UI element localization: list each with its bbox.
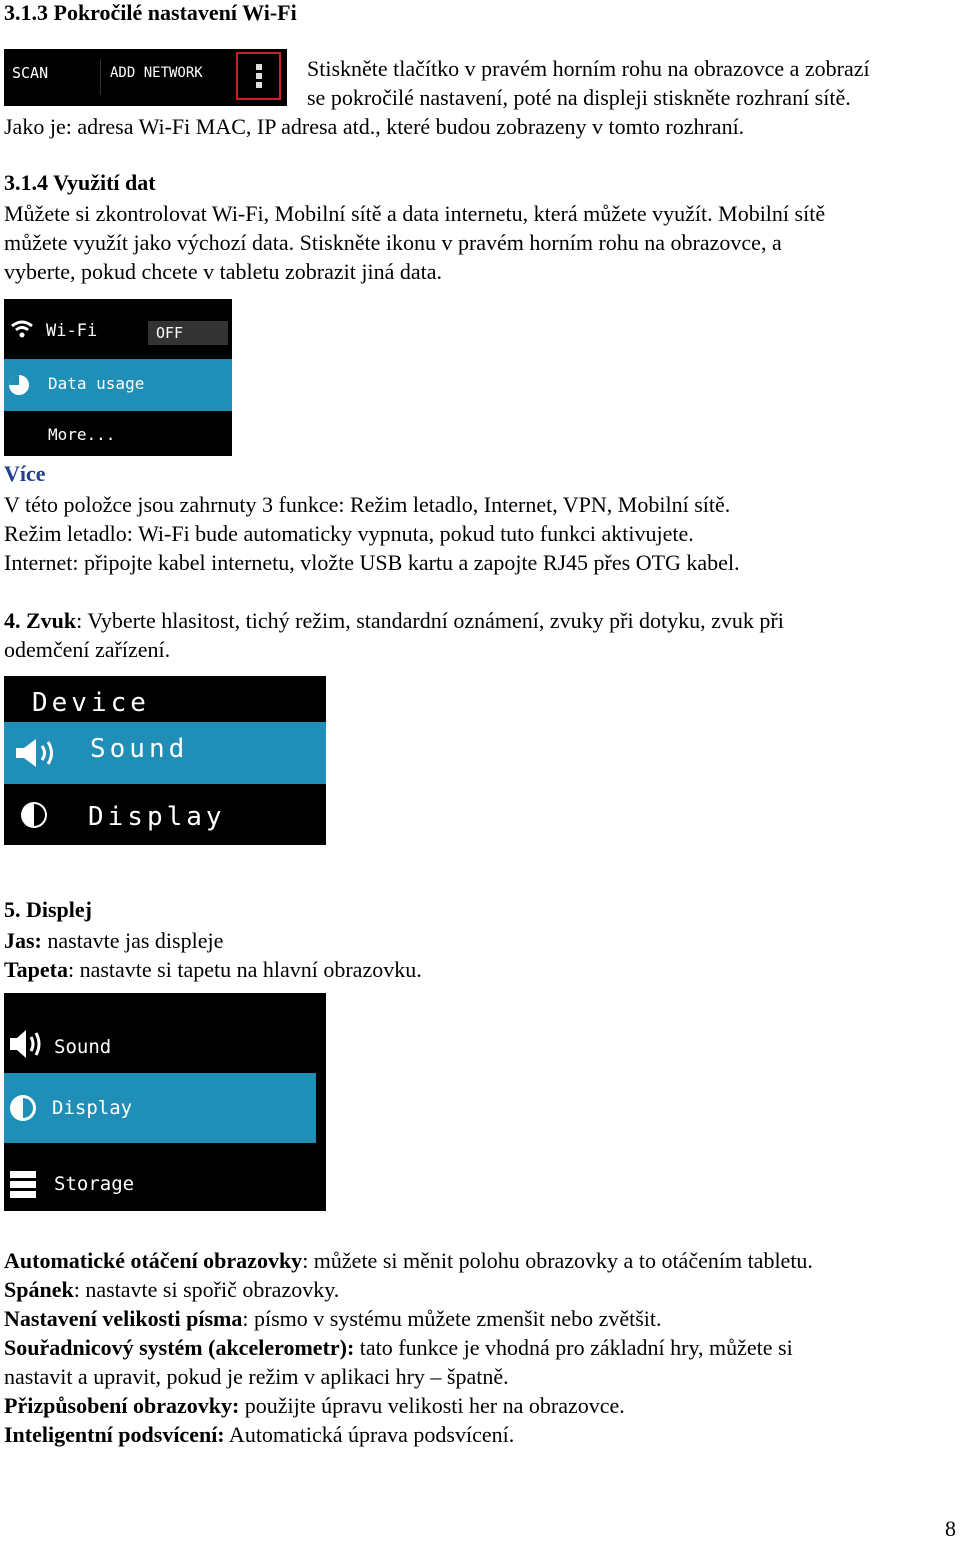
item-label: Přizpůsobení obrazovky:	[4, 1393, 240, 1418]
jas-text: nastavte jas displeje	[41, 928, 224, 953]
item-label: Automatické otáčení obrazovky	[4, 1248, 303, 1273]
tapeta-line	[4, 955, 422, 984]
heading-3-1-4: 3.1.4 Využití dat	[4, 170, 156, 195]
heading-vice: Více	[4, 461, 46, 486]
sound-label: Sound	[54, 1036, 112, 1058]
section-4-label: 4. Zvuk	[4, 608, 77, 633]
paragraph-line: Stiskněte tlačítko v pravém horním rohu na obrazovce a zobrazí	[307, 56, 870, 81]
pie-chart-icon	[8, 374, 30, 396]
item-text: : můžete si měnit polohu obrazovky a to otáčením tabletu.	[302, 1248, 813, 1273]
item-text: tato funkce je vhodná pro základní hry, můžete si	[354, 1335, 793, 1360]
item-label: Souřadnicový systém (akcelerometr):	[4, 1335, 355, 1360]
heading-3-1-3: 3.1.3 Pokročilé nastavení Wi-Fi	[4, 0, 297, 25]
sound-label: Sound	[90, 734, 189, 764]
display-item	[4, 1420, 514, 1449]
paragraph-line: V této položce jsou zahrnuty 3 funkce: Režim letadlo, Internet, VPN, Mobilní sítě.	[4, 492, 731, 517]
jas-line	[4, 926, 223, 955]
paragraph-line: se pokročilé nastavení, poté na displeji stiskněte rozhraní sítě.	[307, 85, 851, 110]
item-text: : nastavte si spořič obrazovky.	[73, 1277, 340, 1302]
display-item	[4, 1333, 793, 1362]
scan-button: SCAN	[12, 64, 49, 82]
jas-label: Jas:	[4, 928, 42, 953]
display-item	[4, 1391, 625, 1420]
item-text: Automatická úprava podsvícení.	[224, 1422, 515, 1447]
heading-5: 5. Displej	[4, 897, 92, 922]
tapeta-label: Tapeta	[4, 957, 68, 982]
paragraph-line: Režim letadlo: Wi-Fi bude automaticky vypnuta, pokud tuto funkci aktivujete.	[4, 521, 694, 546]
sound-row	[4, 993, 326, 1073]
storage-label: Storage	[54, 1173, 135, 1195]
paragraph-line: Internet: připojte kabel internetu, vložte USB kartu a zapojte RJ45 přes OTG kabel.	[4, 550, 740, 575]
speaker-icon	[8, 1027, 44, 1061]
item-label: Inteligentní podsvícení:	[4, 1422, 225, 1447]
wifi-action-bar-screenshot	[4, 49, 287, 106]
display-item	[4, 1362, 509, 1391]
brightness-icon	[14, 800, 54, 830]
page-number: 8	[945, 1516, 956, 1541]
paragraph-line: vyberte, pokud chcete v tabletu zobrazit jiná data.	[4, 259, 442, 284]
overflow-menu-icon	[236, 52, 281, 100]
display-label: Display	[88, 802, 226, 832]
storage-row	[4, 1143, 326, 1211]
paragraph-line: odemčení zařízení.	[4, 637, 171, 662]
paragraph-line: Můžete si zkontrolovat Wi-Fi, Mobilní sítě a data internetu, která můžete využít. Mobilní sítě	[4, 201, 826, 226]
display-label: Display	[52, 1097, 133, 1119]
more-label: More...	[48, 425, 116, 444]
wifi-icon	[10, 319, 34, 339]
paragraph-line: Jako je: adresa Wi-Fi MAC, IP adresa atd., které budou zobrazeny v tomto rozhraní.	[4, 114, 745, 139]
display-row	[4, 1073, 316, 1143]
storage-icon	[10, 1171, 36, 1199]
display-row	[4, 784, 326, 845]
display-item	[4, 1275, 339, 1304]
toggle-off-label: OFF	[156, 324, 184, 342]
wifi-row	[4, 299, 232, 359]
data-usage-screenshot	[4, 299, 232, 456]
tapeta-text: : nastavte si tapetu na hlavní obrazovku.	[67, 957, 422, 982]
display-item	[4, 1246, 813, 1275]
wifi-toggle	[148, 321, 228, 345]
item-label: Nastavení velikosti písma	[4, 1306, 243, 1331]
device-header: Device	[32, 688, 150, 718]
display-settings-screenshot	[4, 993, 326, 1211]
item-text: použijte úpravu velikosti her na obrazovce.	[239, 1393, 625, 1418]
display-item	[4, 1304, 662, 1333]
item-text: nastavit a upravit, pokud je režim v aplikaci hry – špatně.	[4, 1364, 509, 1389]
sound-row	[4, 722, 326, 784]
wifi-label: Wi-Fi	[46, 321, 98, 341]
paragraph-line: můžete využít jako výchozí data. Stiskněte ikonu v pravém horním rohu na obrazovce, a	[4, 230, 782, 255]
more-row	[4, 411, 232, 456]
speaker-icon	[12, 736, 58, 770]
item-text: : písmo v systému můžete zmenšit nebo zvětšit.	[242, 1306, 662, 1331]
device-sound-screenshot	[4, 676, 326, 845]
divider	[100, 59, 101, 95]
item-label: Spánek	[4, 1277, 74, 1302]
data-usage-row	[4, 359, 232, 411]
section-4-line	[4, 606, 784, 635]
brightness-icon	[8, 1093, 38, 1123]
data-usage-label: Data usage	[48, 374, 145, 393]
add-network-button: ADD NETWORK	[110, 65, 203, 81]
section-4-text: : Vyberte hlasitost, tichý režim, standardní oznámení, zvuky při dotyku, zvuk při	[76, 608, 784, 633]
